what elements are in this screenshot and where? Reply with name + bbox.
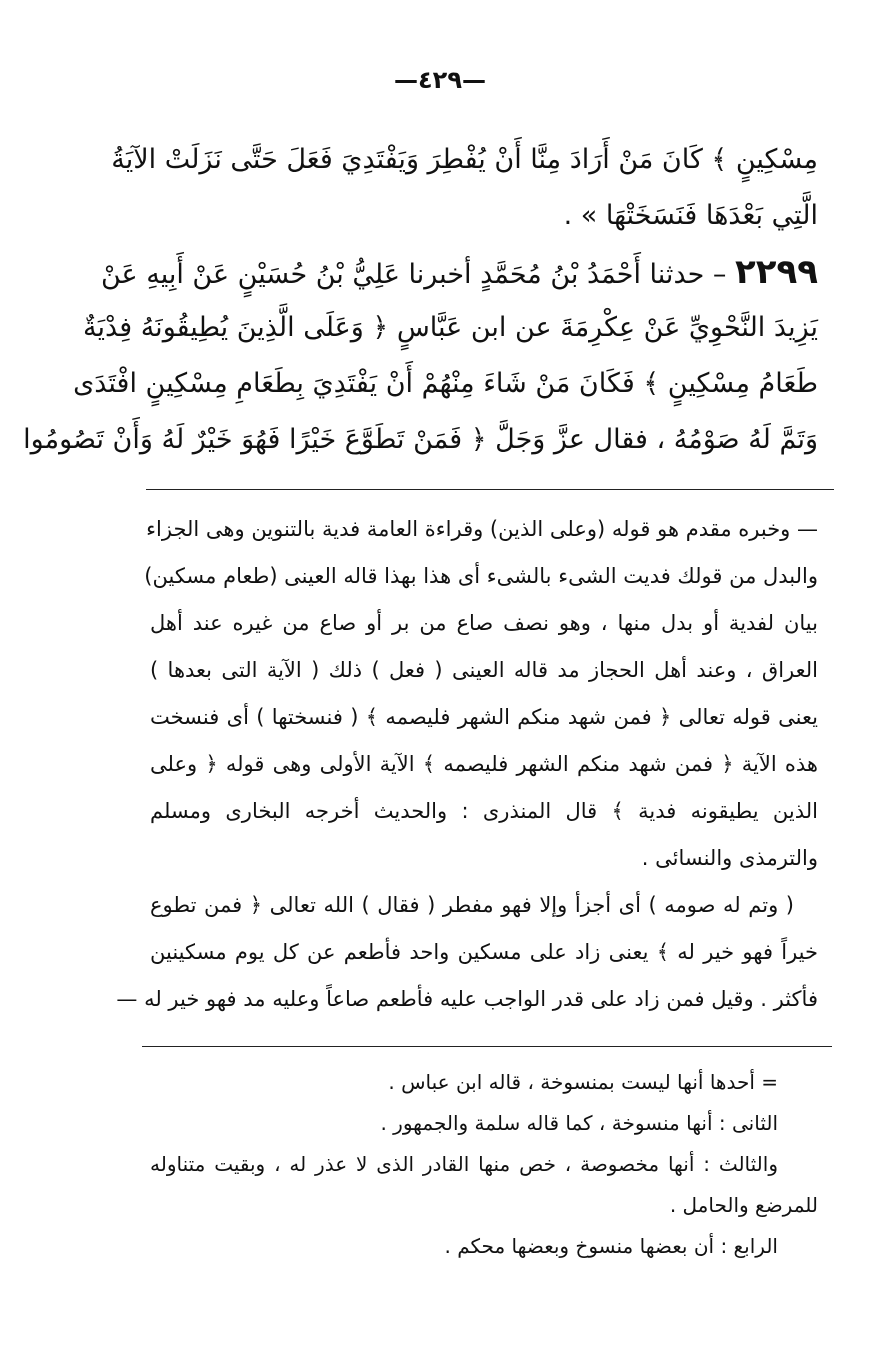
footnote-divider bbox=[142, 1046, 832, 1047]
commentary-line: والترمذى والنسائى . bbox=[641, 846, 818, 870]
commentary-line: بيان لفدية أو بدل منها ، وهو نصف صاع من بر أو صاع من غيره عند أهل bbox=[150, 611, 818, 635]
page-number: —٤٢٩— bbox=[394, 66, 486, 94]
commentary-line: يعنى قوله تعالى ﴿ فمن شهد منكم الشهر فليصمه ﴾ ( فنسختها ) أى فنسخت bbox=[150, 705, 818, 729]
footnote-line: = أحدها أنها ليست بمنسوخة ، قاله ابن عباس . bbox=[388, 1070, 778, 1094]
hadith-line: يَزِيدَ النَّحْوِيِّ عَنْ عِكْرِمَةَ عن ابن عَبَّاسٍ ﴿ وَعَلَى الَّذِينَ يُطِيقُونَهُ فِدْيَةٌ bbox=[83, 312, 818, 343]
commentary-line: فأكثر . وقيل فمن زاد على قدر الواجب عليه فأطعم صاعاً وعليه مد فهو خير له — bbox=[116, 987, 818, 1011]
hadith-line: طَعَامُ مِسْكِينٍ ﴾ فَكَانَ مَنْ شَاءَ مِنْهُمْ أَنْ يَفْتَدِيَ بِطَعَامِ مِسْكِينٍ افْتَدَى bbox=[73, 368, 818, 399]
hadith-line: مِسْكِينٍ ﴾ كَانَ مَنْ أَرَادَ مِنَّا أَنْ يُفْطِرَ وَيَفْتَدِيَ فَعَلَ حَتَّى نَزَلَتْ الآيَةُ bbox=[111, 144, 818, 175]
hadith-text bbox=[23, 132, 818, 468]
footnote-line: الثانى : أنها منسوخة ، كما قاله سلمة والجمهور . bbox=[380, 1111, 778, 1135]
hadith-number: ٢٢٩٩ bbox=[734, 252, 818, 292]
commentary-line: والبدل من قولك فديت الشىء بالشىء أى هذا بهذا قاله العينى (طعام مسكين) bbox=[144, 564, 818, 588]
commentary-line: خيراً فهو خير له ﴾ يعنى زاد على مسكين واحد فأطعم عن كل يوم مسكينين bbox=[150, 940, 818, 964]
section-divider bbox=[146, 489, 834, 490]
commentary-line: الذين يطيقونه فدية ﴾ قال المنذرى : والحديث أخرجه البخارى ومسلم bbox=[150, 799, 818, 823]
footnote-line: والثالث : أنها مخصوصة ، خص منها القادر الذى لا عذر له ، وبقيت متناوله bbox=[150, 1152, 778, 1176]
hadith-line-with-number bbox=[100, 244, 818, 300]
commentary-line: ( وتم له صومه ) أى أجزأ وإلا فهو مفطر ( فقال ) الله تعالى ﴿ فمن تطوع bbox=[150, 893, 794, 917]
footnote-line: للمرضع والحامل . bbox=[669, 1193, 818, 1217]
hadith-line-text: – حدثنا أَحْمَدُ بْنُ مُحَمَّدٍ أخبرنا عَلِيُّ بْنُ حُسَيْنٍ عَنْ أَبِيهِ عَنْ bbox=[100, 259, 727, 290]
commentary-line: هذه الآية ﴿ فمن شهد منكم الشهر فليصمه ﴾ الآية الأولى وهى قوله ﴿ وعلى bbox=[150, 752, 818, 776]
footnotes bbox=[150, 1062, 818, 1267]
commentary-line: — وخبره مقدم هو قوله (وعلى الذين) وقراءة العامة فدية بالتنوين وهى الجزاء bbox=[146, 517, 818, 541]
footnote-line: الرابع : أن بعضها منسوخ وبعضها محكم . bbox=[444, 1234, 778, 1258]
hadith-line: الَّتِي بَعْدَهَا فَنَسَخَتْهَا » . bbox=[563, 200, 818, 231]
hadith-line: وَتَمَّ لَهُ صَوْمُهُ ، فقال عزَّ وَجَلَّ ﴿ فَمَنْ تَطَوَّعَ خَيْرًا فَهُوَ خَيْرٌ لَهُ وَأَنْ تَصُومُوا bbox=[23, 424, 818, 455]
commentary-text bbox=[116, 506, 818, 1023]
commentary-line: العراق ، وعند أهل الحجاز مد قاله العينى ( فعل ) ذلك ( الآية التى بعدها ) bbox=[150, 658, 818, 682]
